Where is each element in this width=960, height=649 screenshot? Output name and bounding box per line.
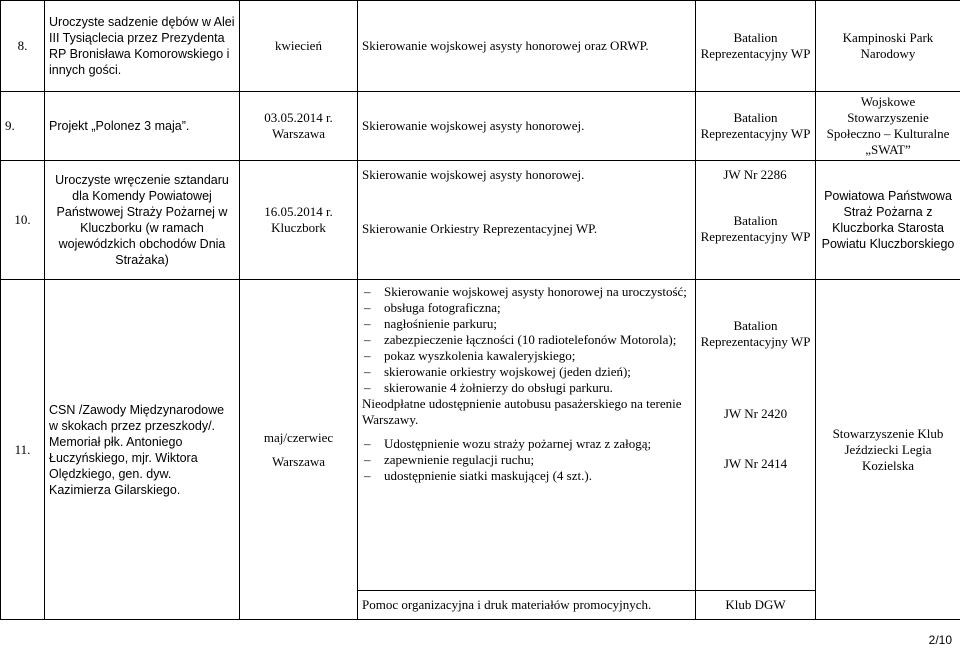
row-number: 10. (1, 161, 45, 280)
event-date: kwiecień (240, 1, 358, 92)
unit-name: Batalion Reprezentacyjny WP (700, 318, 811, 349)
row-number: 9. (1, 92, 45, 161)
list-item: – skierowanie 4 żołnierzy do obsługi parkuru. (362, 380, 691, 396)
responsible-units (696, 280, 816, 591)
event-date-place (240, 161, 358, 280)
list-item: – udostępnienie siatki maskującej (4 szt.). (362, 468, 691, 484)
event-description: Uroczyste wręczenie sztandaru dla Komendy Powiatowej Państwowej Straży Pożarnej w Kluczborku (w ramach wojewódzkich obchodów Dnia Strażaka) (45, 161, 240, 280)
list-item: – zabezpieczenie łączności (10 radiotelefonów Motorola); (362, 332, 691, 348)
partner-organization: Kampinoski Park Narodowy (816, 1, 960, 92)
table-row (1, 1, 960, 92)
event-date-place (240, 280, 358, 620)
event-date: 03.05.2014 r. (264, 110, 333, 125)
responsible-unit: Batalion Reprezentacyjny WP (696, 92, 816, 161)
scope-line-b: Skierowanie Orkiestry Reprezentacyjnej WP. (362, 221, 598, 236)
list-item: – obsługa fotograficzna; (362, 300, 691, 316)
support-scope: Skierowanie wojskowej asysty honorowej. (358, 92, 696, 161)
support-scope: Pomoc organizacyjna i druk materiałów promocyjnych. (358, 591, 696, 620)
list-item: – Skierowanie wojskowej asysty honorowej na uroczystość; (362, 284, 691, 300)
partner-organization: Wojskowe Stowarzyszenie Społeczno – Kulturalne „SWAT” (816, 92, 960, 161)
partner-organization: Powiatowa Państwowa Straż Pożarna z Kluczborka Starosta Powiatu Kluczborskiego (816, 161, 960, 280)
scope-note-b: Nieodpłatne udostępnienie autobusu pasażerskiego na terenie Warszawy. (362, 396, 682, 427)
scope-line-a (362, 167, 787, 183)
responsible-unit: Klub DGW (696, 591, 816, 620)
support-scope (358, 280, 696, 591)
list-item: – Udostępnienie wozu straży pożarnej wraz z załogą; (362, 436, 691, 452)
unit-name: Batalion Reprezentacyjny WP (700, 213, 811, 244)
event-place: Warszawa (271, 126, 326, 141)
event-place: Warszawa (271, 453, 326, 469)
table-row (1, 161, 960, 280)
scope-unit: JW Nr 2286 (723, 167, 787, 182)
event-date: 16.05.2014 r. (264, 204, 333, 219)
event-description: Projekt „Polonez 3 maja”. (45, 92, 240, 161)
event-place: Kluczbork (271, 220, 326, 235)
responsible-unit: Batalion Reprezentacyjny WP (696, 1, 816, 92)
event-date-place (240, 92, 358, 161)
event-date: maj/czerwiec (263, 429, 334, 445)
event-description: Uroczyste sadzenie dębów w Alei III Tysiąclecia przez Prezydenta RP Bronisława Komorowskiego i innych gości. (45, 1, 240, 92)
unit-name: JW Nr 2420 (723, 406, 788, 421)
unit-name: JW Nr 2414 (723, 456, 788, 471)
scope-text: Skierowanie wojskowej asysty honorowej. (362, 167, 585, 182)
table-row (1, 280, 960, 591)
support-scope: Skierowanie wojskowej asysty honorowej oraz ORWP. (358, 1, 696, 92)
list-item: – pokaz wyszkolenia kawaleryjskiego; (362, 348, 691, 364)
row-number: 8. (1, 1, 45, 92)
list-item: – nagłośnienie parkuru; (362, 316, 691, 332)
table-row (1, 92, 960, 161)
scope-list-a (362, 284, 691, 396)
scope-list-c (362, 436, 691, 484)
partner-organization: Stowarzyszenie Klub Jeździecki Legia Kozielska (816, 280, 960, 620)
list-item: – skierowanie orkiestry wojskowej (jeden dzień); (362, 364, 691, 380)
event-description: CSN /Zawody Międzynarodowe w skokach przez przeszkody/. Memoriał płk. Antoniego Łuczyńskiego, mjr. Wiktora Olędzkiego, gen. dyw. Kazimierza Gilarskiego. (45, 280, 240, 620)
list-item: – zapewnienie regulacji ruchu; (362, 452, 691, 468)
page-number: 2/10 (928, 633, 952, 647)
row-number: 11. (1, 280, 45, 620)
